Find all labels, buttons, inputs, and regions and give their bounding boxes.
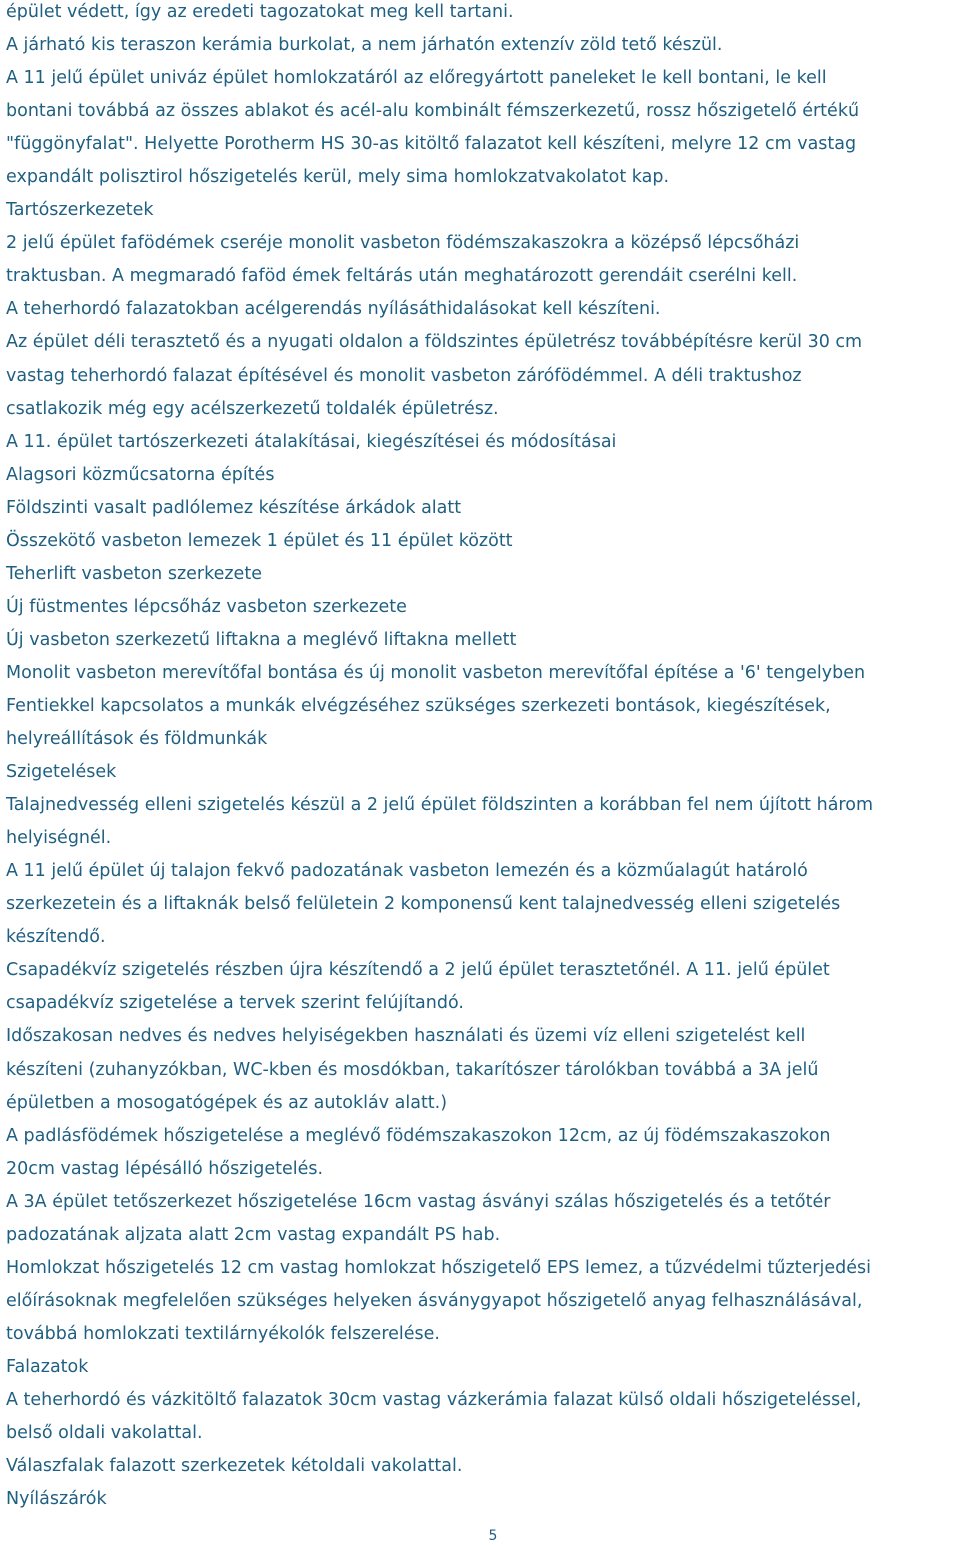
text-line: Monolit vasbeton merevítőfal bontása és új monolit vasbeton merevítőfal építése a '6' tengelyben (6, 662, 866, 683)
text-line: Csapadékvíz szigetelés részben újra készítendő a 2 jelű épület terasztetőnél. A 11. jelű épület (6, 960, 830, 981)
text-line: A 11 jelű épület új talajon fekvő padozatának vasbeton lemezén és a közműalagút határoló (6, 861, 808, 882)
text-line: A teherhordó és vázkitöltő falazatok 30cm vastag vázkerámia falazat külső oldali hőszigeteléssel, (6, 1389, 862, 1410)
text-line: szerkezetein és a liftaknák belső felületein 2 komponensű kent talajnedvesség elleni szigetelés (6, 894, 841, 915)
text-line: helyiségnél. (6, 828, 112, 849)
text-line: Időszakosan nedves és nedves helyiségekben használati és üzemi víz elleni szigetelést kell (6, 1026, 806, 1047)
text-line: A 3A épület tetőszerkezet hőszigetelése 16cm vastag ásványi szálas hőszigetelés és a tetőtér (6, 1191, 831, 1212)
text-line: készíteni (zuhanyzókban, WC-kben és mosdókban, takarítószer tárolókban továbbá a 3A jelű (6, 1059, 819, 1080)
text-line: A 11 jelű épület univáz épület homlokzatáról az előregyártott paneleket le kell bontani, le kell (6, 68, 827, 89)
text-line: A padlásfödémek hőszigetelése a meglévő födémszakaszokon 12cm, az új födémszakaszokon (6, 1125, 831, 1146)
text-line: A 11. épület tartószerkezeti átalakításai, kiegészítései és módosításai (6, 431, 617, 452)
text-line: 2 jelű épület fafödémek cseréje monolit vasbeton födémszakaszokra a középső lépcsőházi (6, 233, 800, 254)
text-line: belső oldali vakolattal. (6, 1423, 203, 1444)
text-line: Új vasbeton szerkezetű liftakna a meglévő liftakna mellett (6, 629, 517, 650)
text-line: Az épület déli terasztető és a nyugati oldalon a földszintes épületrész továbbépítésre kerül 30 cm (6, 332, 863, 353)
document-body (6, 0, 956, 1516)
text-line: Válaszfalak falazott szerkezetek kétoldali vakolattal. (6, 1456, 463, 1477)
text-line: csatlakozik még egy acélszerkezetű toldalék épületrész. (6, 398, 499, 419)
text-line: Homlokzat hőszigetelés 12 cm vastag homlokzat hőszigetelő EPS lemez, a tűzvédelmi tűzterjedési (6, 1257, 871, 1278)
text-line: Összekötő vasbeton lemezek 1 épület és 11 épület között (6, 530, 513, 551)
text-line: A járható kis teraszon kerámia burkolat, a nem járhatón extenzív zöld tető készül. (6, 35, 723, 56)
text-line: csapadékvíz szigetelése a tervek szerint felújítandó. (6, 993, 464, 1014)
text-line: Alagsori közműcsatorna építés (6, 464, 275, 485)
text-line: előírásoknak megfelelően szükséges helyeken ásványgyapot hőszigetelő anyag felhasználásával, (6, 1290, 863, 1311)
text-line: Talajnedvesség elleni szigetelés készül a 2 jelű épület földszinten a korábban fel nem újított három (6, 795, 873, 816)
text-line: készítendő. (6, 927, 106, 948)
text-line: traktusban. A megmaradó faföd émek feltárás után meghatározott gerendáit cserélni kell. (6, 266, 798, 287)
page-number: 5 (488, 1528, 498, 1544)
text-line: épület védett, így az eredeti tagozatokat meg kell tartani. (6, 2, 514, 22)
text-line: Falazatok (6, 1356, 89, 1377)
text-line: továbbá homlokzati textilárnyékolók felszerelése. (6, 1323, 440, 1344)
text-line: Új füstmentes lépcsőház vasbeton szerkezete (6, 596, 407, 617)
text-line: padozatának aljzata alatt 2cm vastag expandált PS hab. (6, 1224, 501, 1245)
text-line: épületben a mosogatógépek és az autokláv alatt.) (6, 1092, 448, 1113)
text-line: Földszinti vasalt padlólemez készítése árkádok alatt (6, 497, 462, 518)
text-line: bontani továbbá az összes ablakot és acél-alu kombinált fémszerkezetű, rossz hőszigetelő értékű (6, 101, 860, 122)
text-line: 20cm vastag lépésálló hőszigetelés. (6, 1158, 324, 1179)
text-line: Szigetelések (6, 762, 117, 783)
text-line: Fentiekkel kapcsolatos a munkák elvégzéséhez szükséges szerkezeti bontások, kiegészítések, (6, 695, 831, 716)
text-line: Nyílászárók (6, 1489, 107, 1510)
text-line: A teherhordó falazatokban acélgerendás nyílásáthidalásokat kell készíteni. (6, 299, 661, 320)
text-line: Tartószerkezetek (6, 200, 154, 221)
text-line: expandált polisztirol hőszigetelés kerül, mely sima homlokzatvakolatot kap. (6, 167, 670, 188)
text-line: "függönyfalat". Helyette Porotherm HS 30-as kitöltő falazatot kell készíteni, melyre 12 cm vastag (6, 134, 857, 155)
text-line: vastag teherhordó falazat építésével és monolit vasbeton zárófödémmel. A déli traktushoz (6, 365, 802, 386)
text-line: helyreállítások és földmunkák (6, 729, 268, 750)
text-line: Teherlift vasbeton szerkezete (6, 563, 262, 584)
